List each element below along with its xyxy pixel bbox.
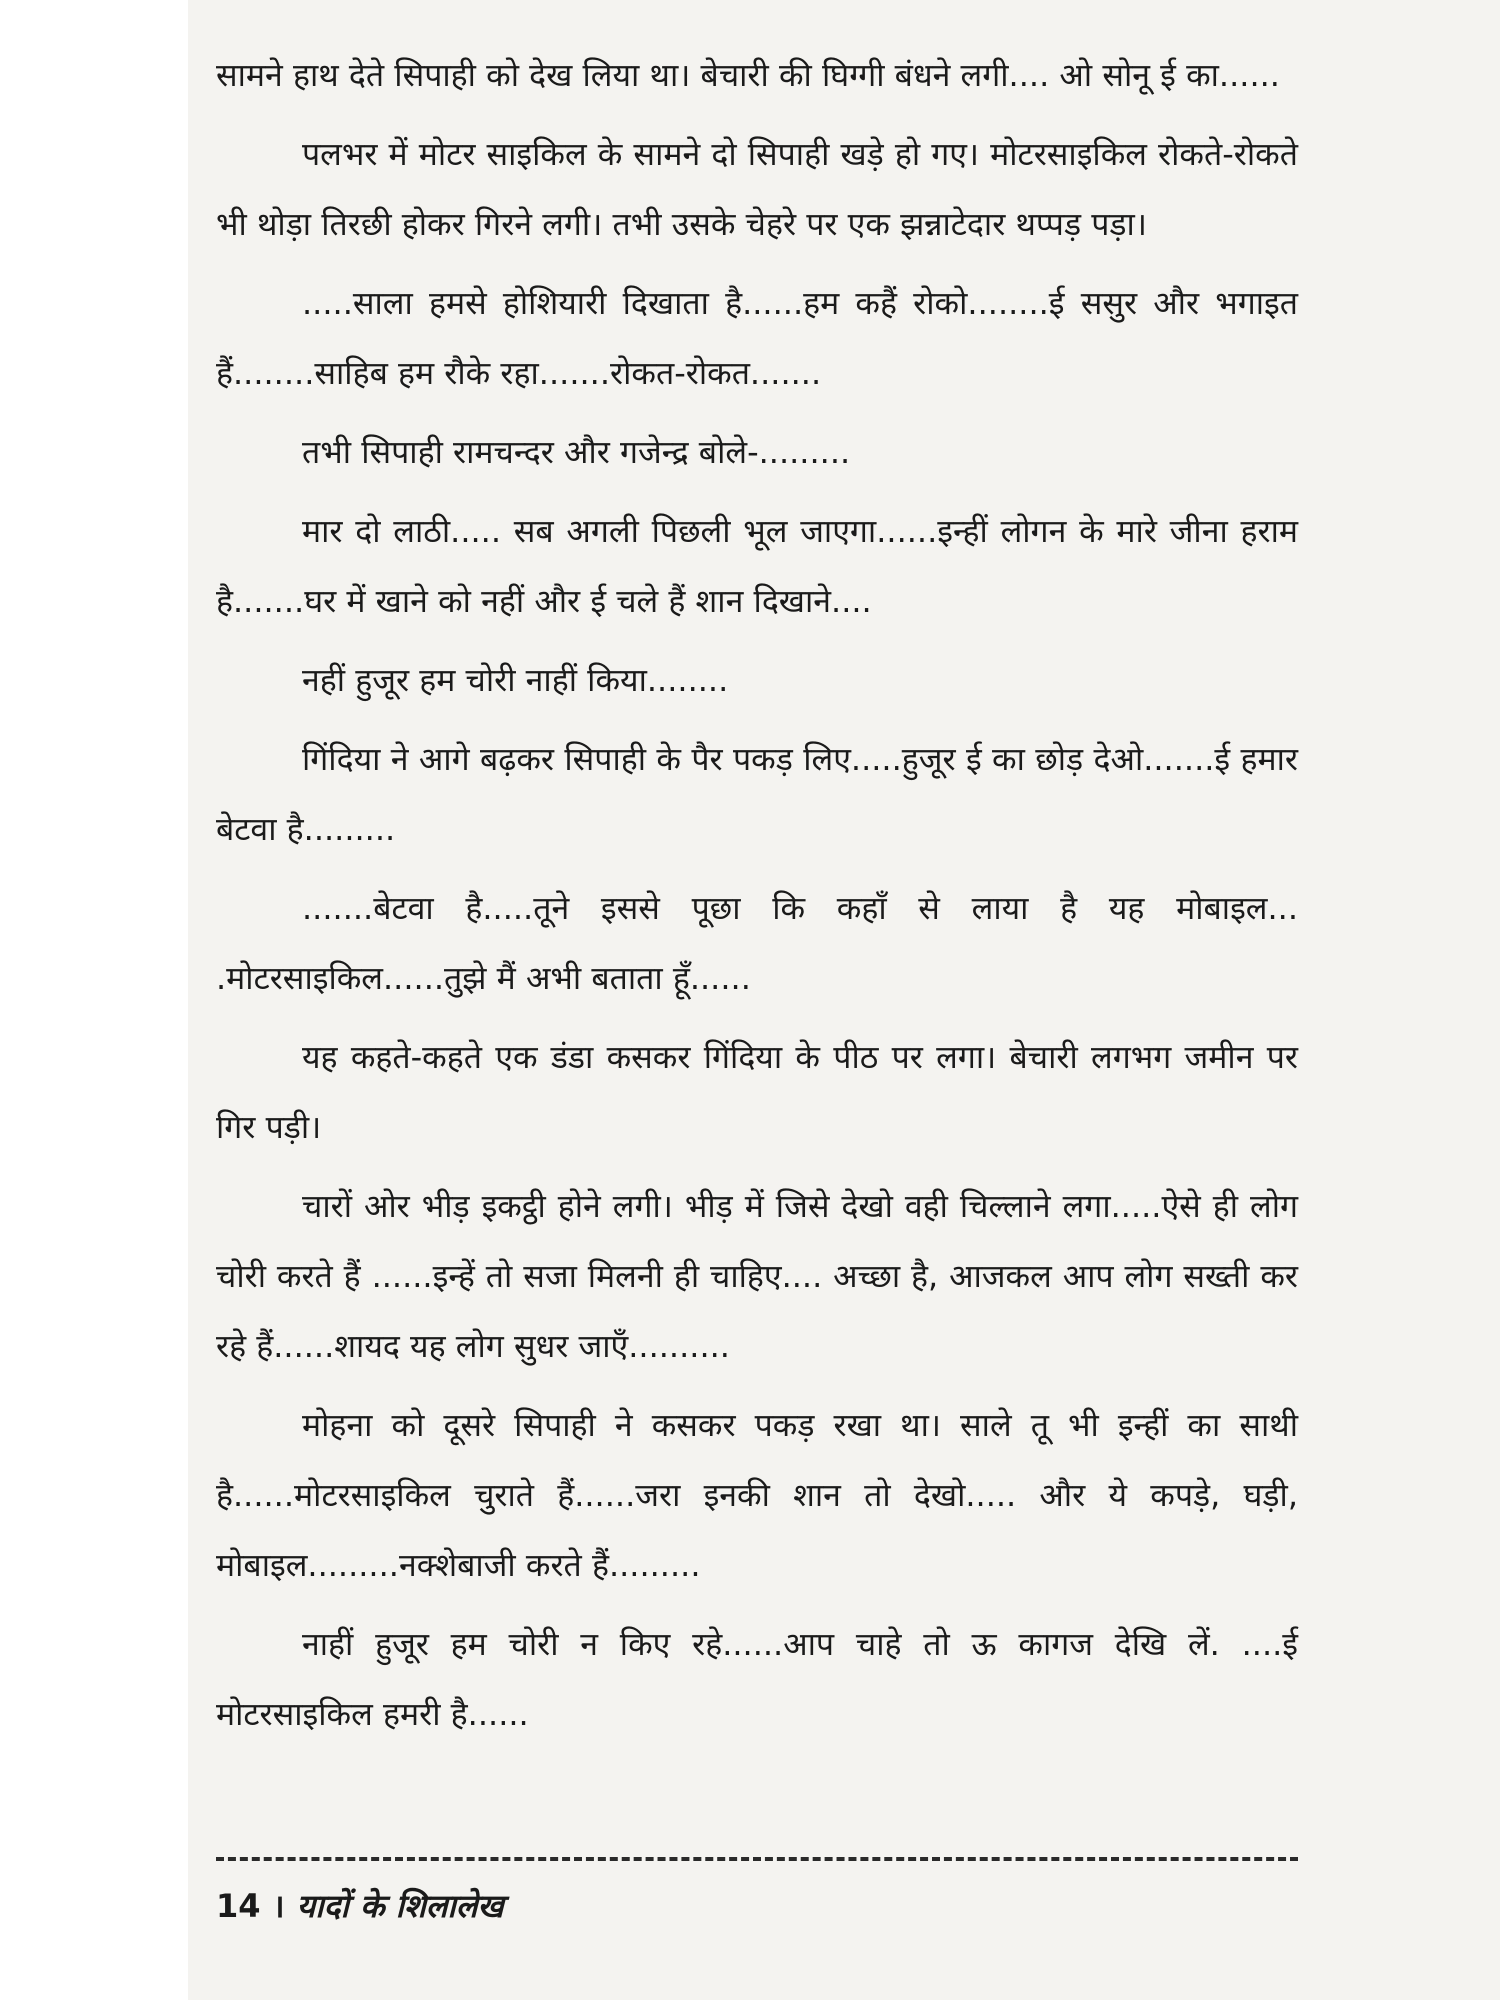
book-title: यादों के शिलालेख [296, 1887, 504, 1925]
footer-dashed-rule [216, 1857, 1298, 1861]
page-footer [216, 1884, 504, 1927]
paragraph-11: मोहना को दूसरे सिपाही ने कसकर पकड़ रखा था। साले तू भी इन्हीं का साथी है......मोटरसाइकिल चुराते हैं......जरा इनकी शान तो देखो..... और ये कपड़े, घड़ी, मोबाइल.........नक्शेबाजी करते हैं......... [216, 1406, 1298, 1584]
paragraph-9: यह कहते-कहते एक डंडा कसकर गिंदिया के पीठ पर लगा। बेचारी लगभग जमीन पर गिर पड़ी। [216, 1038, 1298, 1146]
page-number: 14 [216, 1887, 261, 1925]
paragraph-4: तभी सिपाही रामचन्दर और गजेन्द्र बोले-......... [302, 433, 851, 471]
paragraph-5: मार दो लाठी..... सब अगली पिछली भूल जाएगा......इन्हीं लोगन के मारे जीना हराम है.......घर में खाने को नहीं और ई चले हैं शान दिखाने.... [216, 512, 1298, 620]
paragraph-10: चारों ओर भीड़ इकट्ठी होने लगी। भीड़ में जिसे देखो वही चिल्लाने लगा.....ऐसे ही लोग चोरी करते हैं ......इन्हें तो सजा मिलनी ही चाहिए.... अच्छा है, आजकल आप लोग सख्ती कर रहे हैं......शायद यह लोग सुधर जाएँ.......... [216, 1187, 1298, 1365]
paragraph-1: सामने हाथ देते सिपाही को देख लिया था। बेचारी की घिग्गी बंधने लगी.... ओ सोनू ई का...... [216, 56, 1280, 94]
paragraph-8: .......बेटवा है.....तूने इससे पूछा कि कहाँ से लाया है यह मोबाइल... .मोटरसाइकिल......तुझे मैं अभी बताता हूँ...... [216, 889, 1298, 997]
paragraph-7: गिंदिया ने आगे बढ़कर सिपाही के पैर पकड़ लिए.....हुजूर ई का छोड़ देओ.......ई हमार बेटवा है......... [216, 740, 1298, 848]
paragraph-12: नाहीं हुजूर हम चोरी न किए रहे......आप चाहे तो ऊ कागज देखि लें. ....ई मोटरसाइकिल हमरी है...... [216, 1625, 1298, 1733]
paragraph-2: पलभर में मोटर साइकिल के सामने दो सिपाही खड़े हो गए। मोटरसाइकिल रोकते-रोकते भी थोड़ा तिरछी होकर गिरने लगी। तभी उसके चेहरे पर एक झन्नाटेदार थप्पड़ पड़ा। [216, 135, 1298, 243]
footer-separator: । [272, 1887, 285, 1925]
paragraph-3: .....साला हमसे होशियारी दिखाता है......हम कहैं रोको........ई ससुर और भगाइत हैं........साहिब हम रौके रहा.......रोकत-रोकत....... [216, 284, 1298, 392]
story-text [216, 40, 1298, 1749]
paragraph-6: नहीं हुजूर हम चोरी नाहीं किया........ [302, 661, 729, 699]
